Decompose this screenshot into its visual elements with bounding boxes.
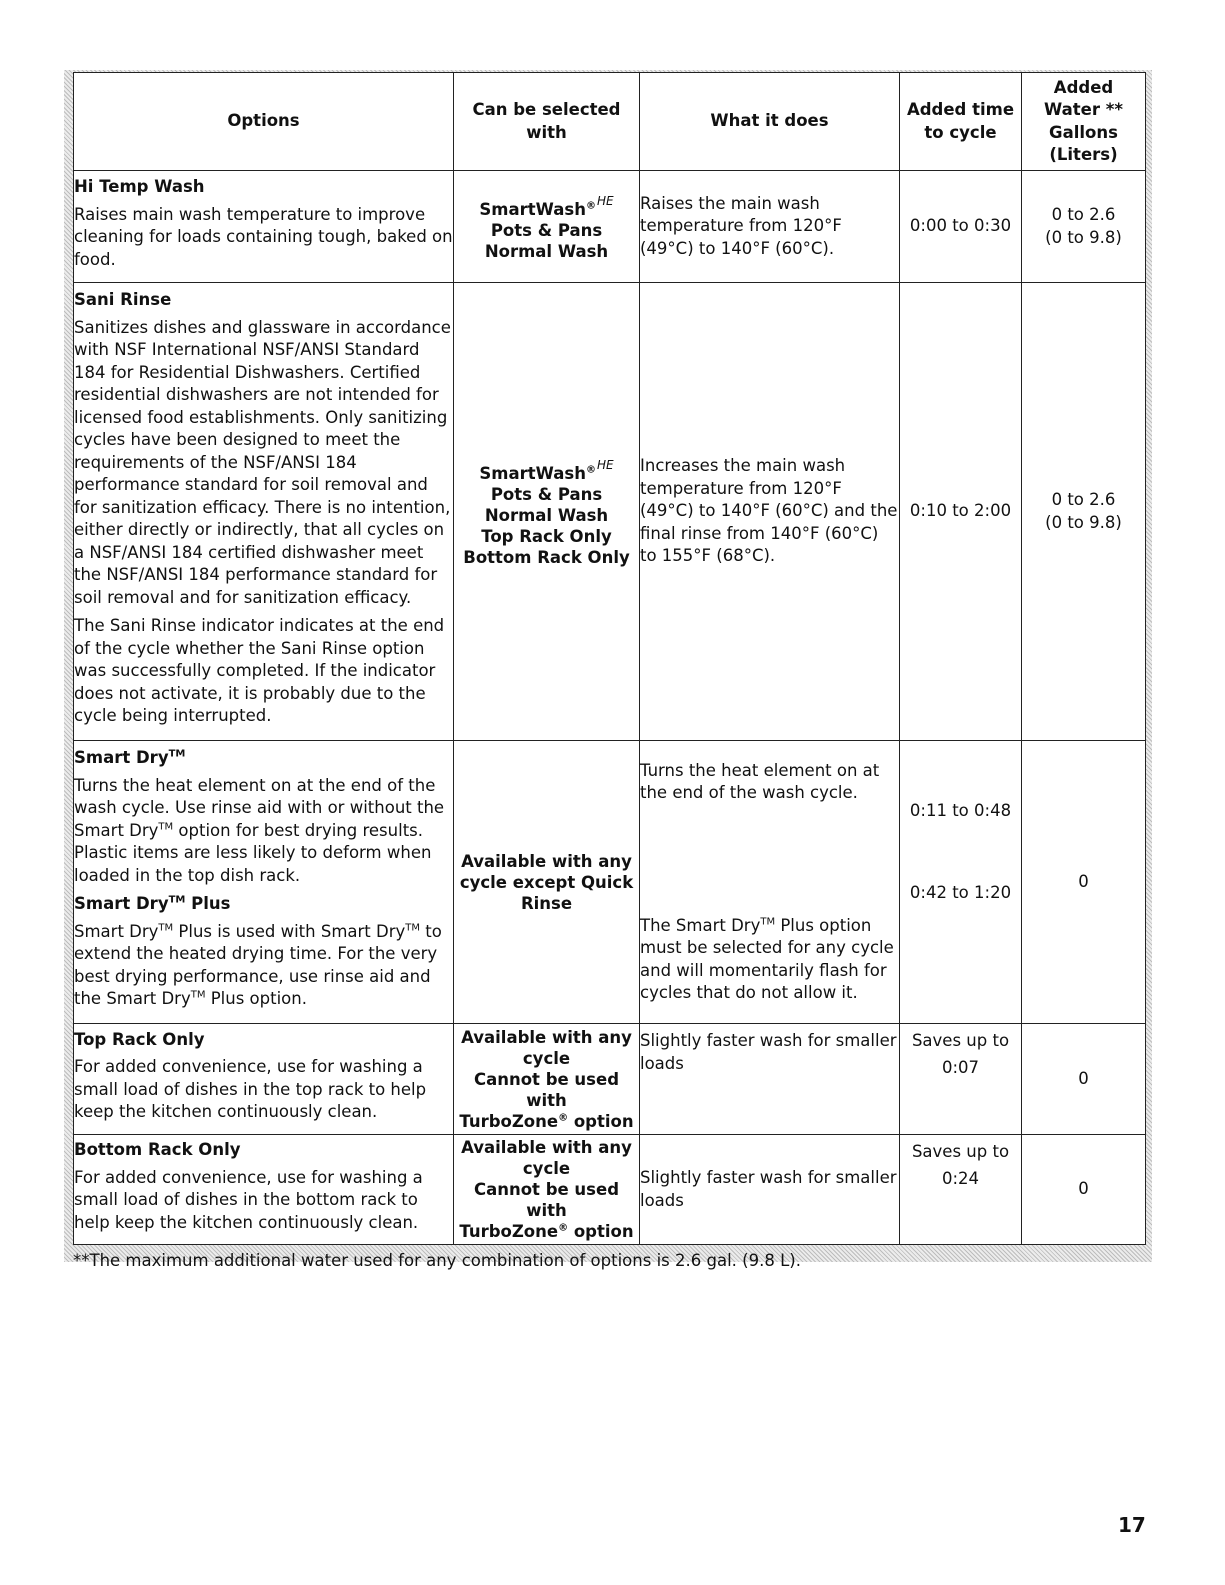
added-water-cell <box>1022 283 1146 741</box>
what-it-does-1: Turns the heat element on at the end of the wash cycle. <box>640 760 880 802</box>
added-time-1: 0:11 to 0:48 <box>909 800 1012 820</box>
table-row <box>74 283 1146 741</box>
restriction-line: TurboZone® option <box>459 1111 634 1131</box>
option-cell <box>74 1024 454 1135</box>
footnote: **The maximum additional water used for any combination of options is 2.6 gal. (9.8 L). <box>73 1251 801 1270</box>
cycle-name: Rinse <box>520 893 573 913</box>
added-time-cell <box>900 741 1022 1024</box>
added-time-cell <box>900 1135 1022 1245</box>
header-water-line-3: Gallons <box>1049 122 1118 142</box>
added-time-cell: 0:10 to 2:00 <box>900 283 1022 741</box>
availability-line: cycle <box>522 1048 571 1068</box>
added-time-cell: 0:00 to 0:30 <box>900 171 1022 283</box>
cycle-name: SmartWash$^{®HE}$ <box>479 458 614 483</box>
option-title: Top Rack Only <box>74 1029 205 1049</box>
added-water-cell: 0 <box>1022 1024 1146 1135</box>
table-row <box>74 171 1146 283</box>
restriction-line: Cannot be used with <box>473 1069 620 1110</box>
header-added-water <box>1022 73 1146 171</box>
cycle-name: SmartWash$^{®HE}$ <box>479 194 614 219</box>
selectable-with-cell <box>454 1024 640 1135</box>
added-water-cell <box>1022 171 1146 283</box>
header-options: Options <box>74 73 454 171</box>
what-it-does-cell: Raises the main wash temperature from 120°F (49°C) to 140°F (60°C). <box>640 171 900 283</box>
header-water-line-1: Added <box>1053 77 1114 97</box>
header-water-line-2: Water ** <box>1044 100 1123 119</box>
restriction-line: Cannot be used with <box>473 1180 620 1220</box>
header-selected-with <box>454 73 640 171</box>
added-time-cell <box>900 1024 1022 1135</box>
water-gallons: 0 to 2.6 <box>1051 490 1116 509</box>
time-label: Saves up to <box>911 1142 1010 1161</box>
cycle-name: Bottom Rack Only <box>463 548 630 567</box>
time-value: 0:07 <box>941 1057 980 1077</box>
option-title: Smart Dry™ <box>74 748 186 768</box>
option-description: For added convenience, use for washing a small load of dishes in the bottom rack to help keep the kitchen continuously clean. <box>74 1167 423 1232</box>
what-it-does-cell: Increases the main wash temperature from 120°F (49°C) to 140°F (60°C) and the final rinse from 140°F (60°C) to 155°F (68°C). <box>640 283 900 741</box>
added-time-2: 0:42 to 1:20 <box>909 883 1012 902</box>
table-row <box>74 1135 1146 1245</box>
options-table <box>73 72 1146 1245</box>
what-it-does-cell: Slightly faster wash for smaller loads <box>640 1024 900 1135</box>
restriction-line: TurboZone® option <box>459 1222 634 1241</box>
option-description: Sanitizes dishes and glassware in accordance with NSF International NSF/ANSI Standard 184 for Residential Dishwashers. Certified residential dishwashers are not intended for licensed food establishments. Only sanitizing cycles have been designed to meet the requirements of the NSF/ANSI 184 performance standard for soil removal and for sanitization efficacy. There is no intention, either directly or indirectly, that all cycles on a NSF/ANSI 184 certified dishwasher meet the NSF/ANSI 184 performance standard for soil removal and for sanitization efficacy. <box>74 317 451 607</box>
cycle-name: Normal Wash <box>484 242 609 261</box>
cycle-name: Top Rack Only <box>481 527 612 546</box>
header-added-time <box>900 73 1022 171</box>
cycle-name: Available with any <box>461 851 632 871</box>
option-title: Hi Temp Wash <box>74 177 205 196</box>
option-description-2: The Sani Rinse indicator indicates at the end of the cycle whether the Sani Rinse option was successfully completed. If the indicator does not activate, it is probably due to the cycle being interrupted. <box>74 616 445 726</box>
table-header-row <box>74 73 1146 171</box>
option-description: Raises main wash temperature to improve cleaning for loads containing tough, baked on food. <box>74 204 453 269</box>
option-cell <box>74 171 454 283</box>
header-selected-line-1: Can be selected <box>472 100 621 119</box>
availability-line: Available with any <box>461 1027 632 1047</box>
added-water-cell: 0 <box>1022 741 1146 1024</box>
what-it-does-cell <box>640 741 900 1024</box>
page-number: 17 <box>1118 1513 1146 1537</box>
option-title: Sani Rinse <box>74 290 172 310</box>
water-liters: (0 to 9.8) <box>1045 227 1122 247</box>
table-row <box>74 741 1146 1024</box>
selectable-with-cell <box>454 283 640 741</box>
added-water-cell: 0 <box>1022 1135 1146 1245</box>
header-water-line-4: (Liters) <box>1049 145 1118 164</box>
time-label: Saves up to <box>911 1031 1010 1050</box>
selectable-with-cell <box>454 171 640 283</box>
option-title: Bottom Rack Only <box>74 1140 241 1159</box>
time-value: 0:24 <box>941 1168 980 1188</box>
option-cell <box>74 1135 454 1245</box>
option-description: For added convenience, use for washing a small load of dishes in the top rack to help keep the kitchen continuously clean. <box>74 1057 427 1121</box>
water-gallons: 0 to 2.6 <box>1051 205 1116 224</box>
header-time-line-2: to cycle <box>924 122 997 142</box>
what-it-does-2: The Smart Dry™ Plus option must be selected for any cycle and will momentarily flash for cycles that do not allow it. <box>640 915 894 1002</box>
option-cell <box>74 741 454 1024</box>
cycle-name: Pots & Pans <box>490 485 603 504</box>
water-liters: (0 to 9.8) <box>1045 512 1122 532</box>
header-selected-line-2: with <box>526 122 567 142</box>
header-time-line-1: Added time <box>906 100 1015 119</box>
what-it-does-cell: Slightly faster wash for smaller loads <box>640 1135 900 1245</box>
cycle-name: Pots & Pans <box>490 221 603 240</box>
selectable-with-cell <box>454 741 640 1024</box>
he-mark: HE <box>596 458 614 472</box>
cycle-name: Normal Wash <box>484 506 609 525</box>
option-cell <box>74 283 454 741</box>
availability-line: cycle <box>522 1159 571 1178</box>
cycle-name: cycle except Quick <box>459 872 634 892</box>
table-row <box>74 1024 1146 1135</box>
option-title-2: Smart Dry™ Plus <box>74 894 231 914</box>
availability-line: Available with any <box>461 1138 632 1157</box>
header-what-it-does: What it does <box>640 73 900 171</box>
he-mark: HE <box>596 194 614 208</box>
option-description-2: Smart Dry™ Plus is used with Smart Dry™ to extend the heated drying time. For the very best drying performance, use rinse aid and the Smart Dry™ Plus option. <box>74 921 442 1009</box>
selectable-with-cell <box>454 1135 640 1245</box>
option-description: Turns the heat element on at the end of the wash cycle. Use rinse aid with or without the Smart Dry™ option for best drying results. Plastic items are less likely to deform when loaded in the top dish rack. <box>74 775 445 885</box>
